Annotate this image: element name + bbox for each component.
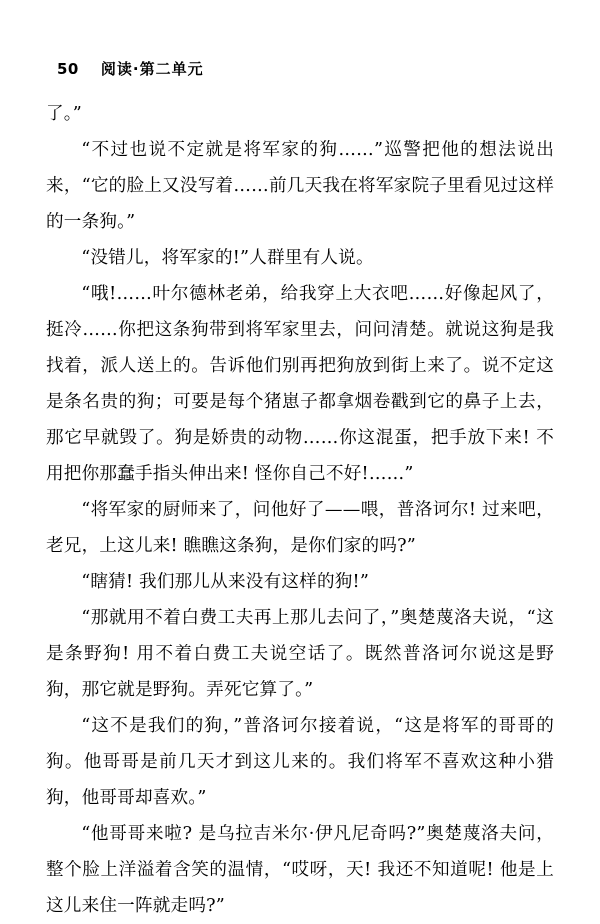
body-text [46, 96, 554, 924]
paragraph: “将军家的厨师来了，问他好了——喂，普洛诃尔! 过来吧，老兄，上这儿来! 瞧瞧这条狗，是你们家的吗?” [46, 500, 554, 556]
paragraph: 了。” [46, 104, 82, 124]
page-number: 50 [57, 60, 79, 78]
paragraph: “哦!……叶尔德林老弟，给我穿上大衣吧……好像起风了，挺冷……你把这条狗带到将军家里去，问问清楚。就说这狗是我找着，派人送上的。告诉他们别再把狗放到街上来了。说不定这是条名贵的狗；可要是每个猪崽子都拿烟卷戳到它的鼻子上去，那它早就毁了。狗是娇贵的动物……你这混蛋，把手放下来! 不用把你那蠢手指头伸出来! 怪你自己不好!……” [46, 284, 554, 484]
paragraph: “他哥哥来啦? 是乌拉吉米尔·伊凡尼奇吗?”奥楚蔑洛夫问，整个脸上洋溢着含笑的温情，“哎呀，天! 我还不知道呢! 他是上这儿来住一阵就走吗?” [46, 824, 554, 916]
paragraph: “这不是我们的狗，”普洛诃尔接着说，“这是将军的哥哥的狗。他哥哥是前几天才到这儿来的。我们将军不喜欢这种小猎狗，他哥哥却喜欢。” [46, 716, 554, 808]
paragraph: “没错儿，将军家的!”人群里有人说。 [81, 248, 374, 268]
paragraph: “不过也说不定就是将军家的狗……”巡警把他的想法说出来，“它的脸上又没写着……前几天我在将军家院子里看见过这样的一条狗。” [46, 140, 554, 232]
paragraph: “瞎猜! 我们那儿从来没有这样的狗!” [81, 572, 370, 592]
paragraph: “那就用不着白费工夫再上那儿去问了，”奥楚蔑洛夫说，“这是条野狗! 用不着白费工夫说空话了。既然普洛诃尔说这是野狗，那它就是野狗。弄死它算了。” [46, 608, 554, 700]
header-title: 阅读·第二单元 [100, 60, 204, 78]
page-header [57, 58, 204, 79]
